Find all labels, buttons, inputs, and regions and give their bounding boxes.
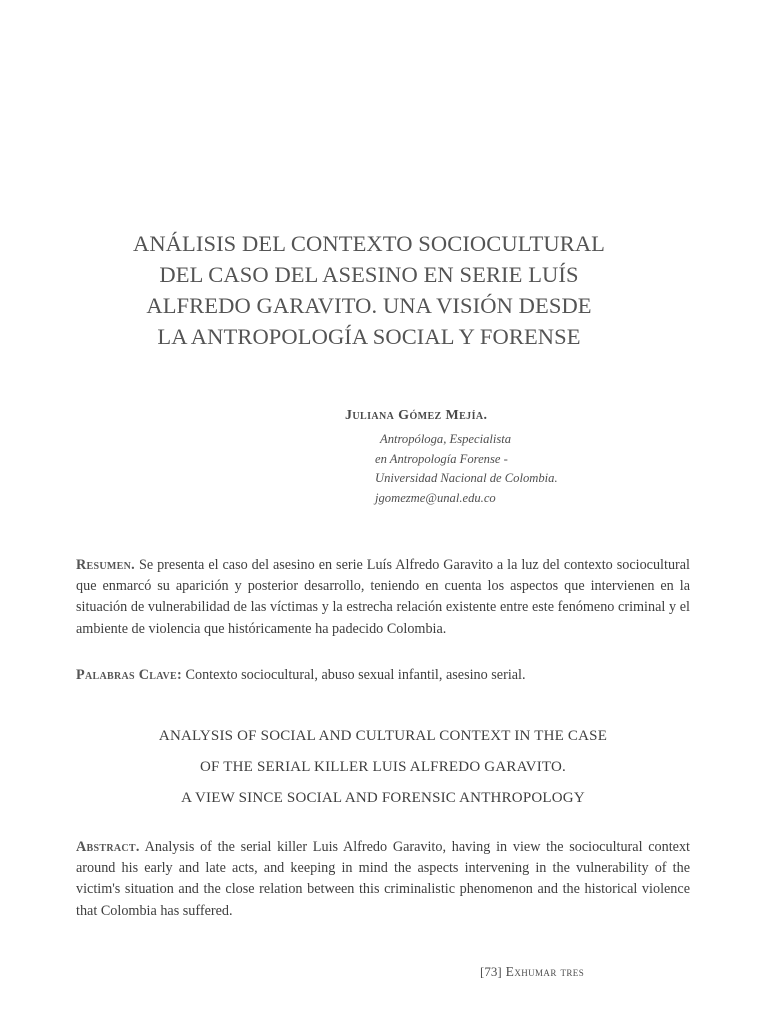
affiliation-line: en Antropología Forense -: [375, 451, 508, 466]
abstract-text: Analysis of the serial killer Luis Alfredo Garavito, having in view the sociocultural context around his early and late acts, and keeping in mind the aspects intervening in the vulnerability of the victim's situation and the close relation between this criminalistic phenomenon and the historical violence that Colombia has suffered.: [76, 839, 690, 919]
affiliation-line: Antropóloga, Especialista: [380, 432, 512, 446]
resumen-label: Resumen.: [76, 557, 135, 573]
english-title-line: ANALYSIS OF SOCIAL AND CULTURAL CONTEXT IN THE CASE: [158, 728, 608, 744]
title-line: LA ANTROPOLOGÍA SOCIAL Y FORENSE: [157, 324, 581, 349]
keywords-paragraph: [76, 665, 690, 686]
title-line: ANÁLISIS DEL CONTEXTO SOCIOCULTURAL: [132, 231, 606, 256]
page-footer: [480, 964, 584, 980]
author-email: jgomezme@unal.edu.co: [375, 490, 496, 505]
abstract-paragraph: [76, 837, 690, 922]
keywords-label: Palabras Clave:: [76, 667, 182, 683]
keywords-text: Contexto sociocultural, abuso sexual infantil, asesino serial.: [181, 667, 526, 683]
resumen-text: Se presenta el caso del asesino en serie Luís Alfredo Garavito a la luz del contexto sociocultural que enmarcó su aparición y posterior desarrollo, teniendo en cuenta los aspectos que intervienen en la situación de vulnerabilidad de las víctimas y la estrecha relación existente entre este fenómeno criminal y el ambiente de violencia que históricamente ha padecido Colombia.: [76, 557, 690, 637]
abstract-label: Abstract.: [76, 839, 140, 855]
resumen-paragraph: [76, 555, 690, 640]
english-title-line: A VIEW SINCE SOCIAL AND FORENSIC ANTHROPOLOGY: [181, 790, 585, 806]
title-line: ALFREDO GARAVITO. UNA VISIÓN DESDE: [146, 293, 592, 318]
page-number: [73]: [480, 964, 502, 979]
english-title: [76, 721, 690, 814]
author-block: [345, 408, 665, 508]
article-title: [84, 228, 654, 352]
author-affiliation: [375, 430, 665, 508]
title-line: DEL CASO DEL ASESINO EN SERIE LUÍS: [159, 262, 579, 287]
english-title-line: OF THE SERIAL KILLER LUIS ALFREDO GARAVITO.: [200, 759, 566, 775]
journal-name: Exhumar tres: [505, 964, 585, 979]
affiliation-line: Universidad Nacional de Colombia.: [375, 471, 558, 485]
author-name: Juliana Gómez Mejía.: [345, 408, 488, 423]
